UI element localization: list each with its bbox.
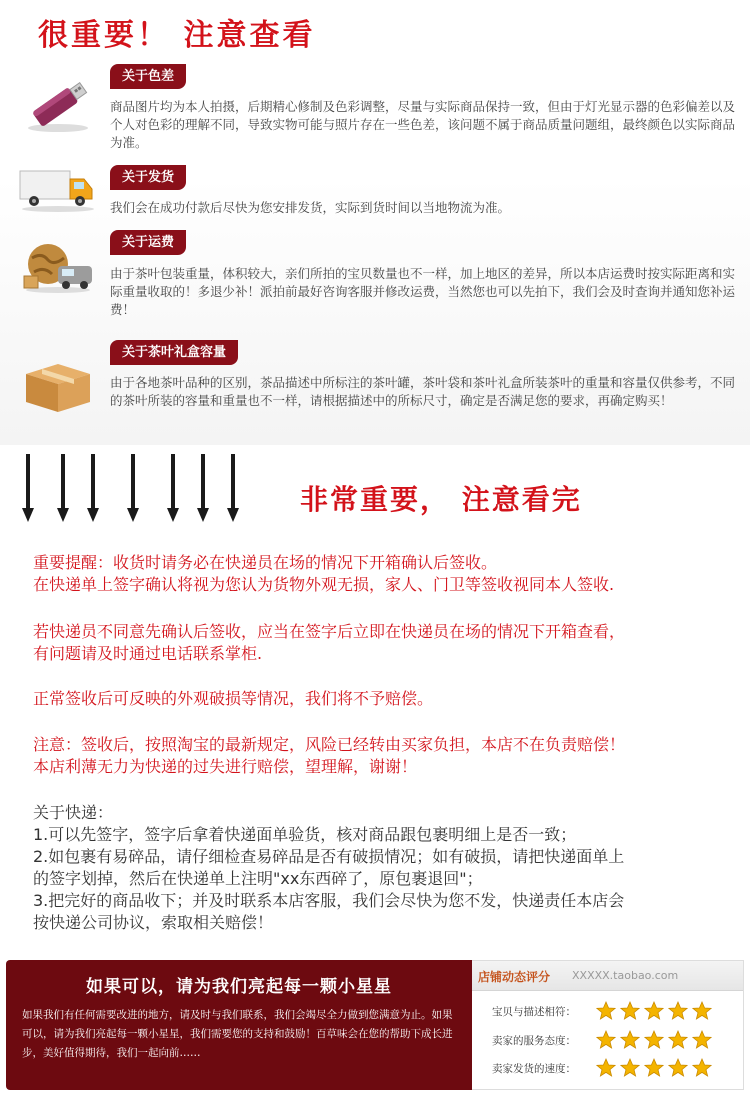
notice-paragraph-1 [33, 552, 733, 596]
notice-line: 有问题请及时通过电话联系掌柜. [33, 644, 263, 663]
rating-row-description [472, 1001, 743, 1023]
star-icon [668, 1030, 688, 1050]
star-icon [692, 1001, 712, 1021]
star-icon [668, 1001, 688, 1021]
item-description: 商品图片均为本人拍摄，后期精心修制及色彩调整，尽量与实际商品保持一致，但由于灯光显示器的色彩偏差以及个人对色彩的理解不同，导致实物可能与照片存在一些色差，该问题不属于商品质量问题组，最终颜色以实际商品为准。 [110, 99, 736, 150]
notice-paragraph-3 [33, 688, 733, 710]
page-title: 很重要！ 注意查看 [38, 18, 316, 53]
star-rating [596, 1030, 716, 1052]
express-notes [33, 802, 733, 934]
notice-paragraph-2 [33, 621, 733, 665]
star-icon [644, 1001, 664, 1021]
tag-label: 关于运费 [110, 230, 186, 255]
down-arrows-icon [18, 452, 248, 524]
star-icon [620, 1030, 640, 1050]
rating-label: 卖家发货的速度： [492, 1063, 576, 1075]
shop-url: XXXXX.taobao.com [572, 969, 679, 982]
rating-title: 店铺动态评分 [478, 970, 551, 984]
notice-line: 在快递单上签字确认将视为您认为货物外观无损，家人、门卫等签收视同本人签收. [33, 575, 615, 594]
star-icon [596, 1001, 616, 1021]
star-request-title: 如果可以，请为我们亮起每一颗小星星 [86, 977, 392, 997]
notice-line: 3.把完好的商品收下；并及时联系本店客服，我们会尽快为您不发，快递责任本店会 [33, 891, 625, 910]
rating-label: 卖家的服务态度： [492, 1035, 576, 1047]
notice-line: 按快递公司协议，索取相关赔偿！ [33, 913, 274, 932]
important-title: 非常重要， 注意看完 [300, 483, 582, 516]
shop-rating-panel [472, 960, 744, 1090]
rating-row-shipping-speed [472, 1058, 743, 1080]
rating-row-service [472, 1030, 743, 1052]
notice-line: 重要提醒：收货时请务必在快递员在场的情况下开箱确认后签收。 [33, 553, 498, 572]
star-request-panel [6, 960, 472, 1090]
star-icon [644, 1030, 664, 1050]
usb-drive-icon [18, 72, 98, 136]
star-request-body: 如果我们有任何需要改进的地方，请及时与我们联系，我们会竭尽全力做到您满意为止。如果可以，请为我们亮起每一颗小星星，我们需要您的支持和鼓励！百草味会在您的帮助下成长进步，美好值得期待，我们一起向前…… [22, 1009, 453, 1059]
notice-paragraph-4 [33, 734, 733, 778]
notice-section [0, 0, 750, 445]
star-icon [692, 1058, 712, 1078]
notice-line: 本店利薄无力为快递的过失进行赔偿，望理解，谢谢！ [33, 757, 418, 776]
star-rating [596, 1001, 716, 1023]
star-rating [596, 1058, 716, 1080]
notice-line: 的签字划掉，然后在快递单上注明"xx东西碎了，原包裹退回"； [33, 869, 483, 888]
cardboard-box-icon [18, 358, 98, 422]
item-description: 由于茶叶包装重量，体积较大，亲们所拍的宝贝数量也不一样，加上地区的差异，所以本店运费时按实际距离和实际重量收取的！多退少补！派拍前最好咨询客服并修改运费，当然您也可以先拍下，我们会及时查询并通知您补运费！ [110, 266, 736, 317]
item-description: 由于各地茶叶品种的区别，茶品描述中所标注的茶叶罐，茶叶袋和茶叶礼盒所装茶叶的重量和容量仅供参考，不同的茶叶所装的容量和重量也不一样，请根据描述中的所标尺寸，确定是否满足您的要求，再确定购买！ [110, 375, 736, 408]
rating-label: 宝贝与描述相符： [492, 1006, 576, 1018]
notice-line: 注意：签收后，按照淘宝的最新规定，风险已经转由买家负担，本店不在负责赔偿！ [33, 735, 626, 754]
star-icon [620, 1058, 640, 1078]
notice-line: 2.如包裹有易碎品，请仔细检查易碎品是否有破损情况；如有破损，请把快递面单上 [33, 847, 625, 866]
star-icon [692, 1030, 712, 1050]
notice-line: 若快递员不同意先确认后签收，应当在签字后立即在快递员在场的情况下开箱查看， [33, 622, 626, 641]
tag-label: 关于茶叶礼盒容量 [110, 340, 238, 365]
globe-shipping-icon [18, 236, 98, 300]
star-icon [596, 1058, 616, 1078]
tag-label: 关于色差 [110, 64, 186, 89]
notice-line: 关于快递： [33, 803, 114, 822]
rating-header [472, 961, 743, 991]
notice-line: 1.可以先签字，签字后拿着快递面单验货，核对商品跟包裹明细上是否一致； [33, 825, 577, 844]
tag-label: 关于发货 [110, 165, 186, 190]
item-description: 我们会在成功付款后尽快为您安排发货，实际到货时间以当地物流为准。 [110, 200, 511, 215]
star-icon [668, 1058, 688, 1078]
star-icon [596, 1030, 616, 1050]
delivery-truck-icon [18, 165, 98, 229]
star-icon [644, 1058, 664, 1078]
notice-line: 正常签收后可反映的外观破损等情况，我们将不予赔偿。 [33, 689, 434, 708]
star-icon [620, 1001, 640, 1021]
